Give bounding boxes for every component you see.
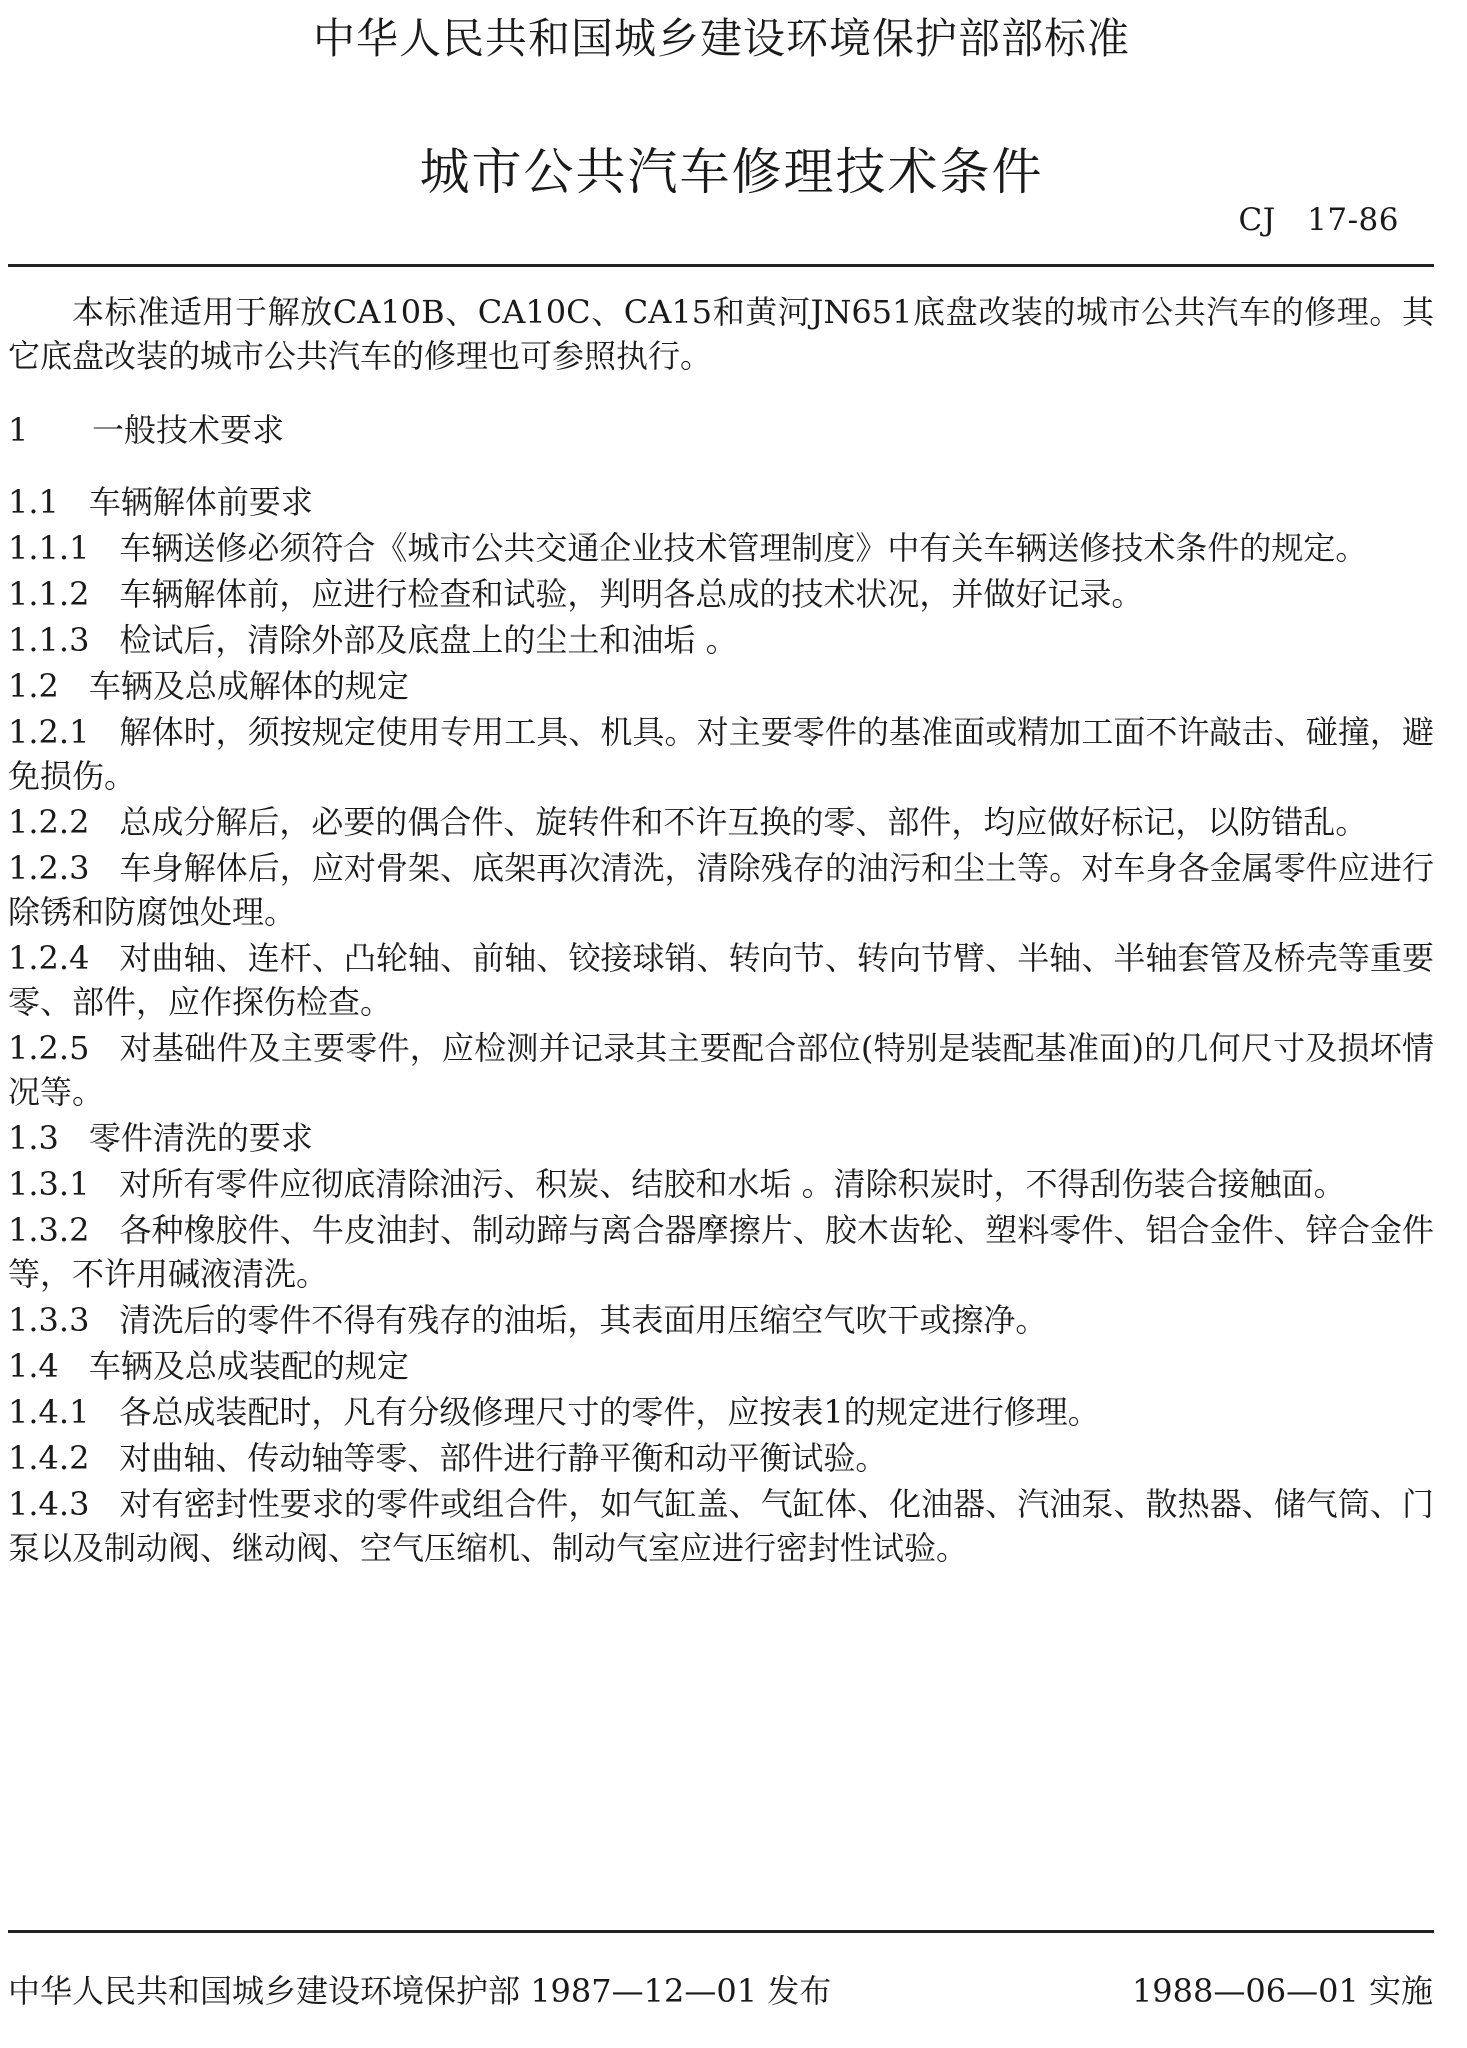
issue-info	[8, 1966, 831, 2012]
clause-number: 1.1.2	[8, 575, 90, 613]
clause-text: 对所有零件应彻底清除油污、积炭、结胶和水垢 。清除积炭时，不得刮伤装合接触面。	[119, 1165, 1346, 1203]
clause-1-2	[8, 664, 1434, 708]
clause-number: 1.3.3	[8, 1301, 90, 1339]
clause-text: 对曲轴、传动轴等零、部件进行静平衡和动平衡试验。	[119, 1439, 888, 1477]
clause-text: 车辆及总成解体的规定	[88, 667, 409, 705]
clause-text: 各总成装配时，凡有分级修理尺寸的零件，应按表1的规定进行修理。	[119, 1393, 1100, 1431]
standard-title: 中华人民共和国城乡建设环境保护部部标准	[312, 14, 1130, 63]
clause-number: 1.2.5	[8, 1029, 90, 1067]
clause-1-4	[8, 1344, 1434, 1388]
clause-number: 1.3.2	[8, 1211, 90, 1249]
clause-text: 零件清洗的要求	[88, 1119, 313, 1157]
clause-1-4-3	[8, 1482, 1434, 1570]
clause-text: 清洗后的零件不得有残存的油垢，其表面用压缩空气吹干或擦净。	[119, 1301, 1048, 1339]
clause-text: 总成分解后，必要的偶合件、旋转件和不许互换的零、部件，均应做好标记，以防错乱。	[119, 803, 1368, 841]
chapter-heading	[8, 408, 1434, 452]
clause-1-4-2	[8, 1436, 1434, 1480]
clause-1-2-1	[8, 710, 1434, 798]
standard-code: CJ 17-86	[1238, 202, 1399, 238]
clause-1-2-5	[8, 1026, 1434, 1114]
document-body	[8, 290, 1434, 1572]
clause-text: 车辆及总成装配的规定	[88, 1347, 409, 1385]
clause-number: 1.2	[8, 667, 59, 705]
clause-number: 1.3.1	[8, 1165, 90, 1203]
clause-number: 1.4.1	[8, 1393, 90, 1431]
clause-text: 对有密封性要求的零件或组合件，如气缸盖、气缸体、化油器、汽油泵、散热器、储气筒、门泵以及制动阀、继动阀、空气压缩机、制动气室应进行密封性试验。	[8, 1485, 1434, 1567]
clause-number: 1.2.4	[8, 939, 90, 977]
issue-date: 1987—12—01	[530, 1972, 758, 2010]
clause-1-3-3	[8, 1298, 1434, 1342]
clause-1-2-4	[8, 936, 1434, 1024]
issue-label: 发布	[767, 1972, 832, 2010]
clause-1-2-3	[8, 846, 1434, 934]
clause-text: 车辆送修必须符合《城市公共交通企业技术管理制度》中有关车辆送修技术条件的规定。	[119, 529, 1368, 567]
clause-1-4-1	[8, 1390, 1434, 1434]
clause-text: 检试后，清除外部及底盘上的尘土和油垢 。	[119, 621, 738, 659]
clause-number: 1.3	[8, 1119, 59, 1157]
effective-date: 1988—06—01	[1131, 1972, 1359, 2010]
clause-number: 1.4.3	[8, 1485, 90, 1523]
effective-info	[1132, 1966, 1433, 2012]
clause-1-2-2	[8, 800, 1434, 844]
clause-text: 车辆解体前，应进行检查和试验，判明各总成的技术状况，并做好记录。	[119, 575, 1144, 613]
header-divider	[8, 264, 1434, 267]
intro-paragraph: 本标准适用于解放CA10B、CA10C、CA15和黄河JN651底盘改装的城市公共汽车的修理。其它底盘改装的城市公共汽车的修理也可参照执行。	[8, 293, 1434, 375]
clause-1-1-2	[8, 572, 1434, 616]
chapter-title: 一般技术要求	[92, 411, 285, 449]
clause-number: 1.2.3	[8, 849, 90, 887]
footer-divider	[8, 1930, 1434, 1933]
chapter-number: 1	[8, 411, 29, 449]
clause-1-1-3	[8, 618, 1434, 662]
clause-number: 1.4	[8, 1347, 59, 1385]
clause-number: 1.2.2	[8, 803, 90, 841]
clause-text: 对曲轴、连杆、凸轮轴、前轴、铰接球销、转向节、转向节臂、半轴、半轴套管及桥壳等重要零、部件，应作探伤检查。	[8, 939, 1434, 1021]
clause-1-1-1	[8, 526, 1434, 570]
clause-1-3-2	[8, 1208, 1434, 1296]
clause-number: 1.1.1	[8, 529, 90, 567]
effective-label: 实施	[1368, 1972, 1433, 2010]
clause-number: 1.2.1	[8, 713, 90, 751]
clause-text: 车身解体后，应对骨架、底架再次清洗，清除残存的油污和尘土等。对车身各金属零件应进行除锈和防腐蚀处理。	[8, 849, 1434, 931]
clause-text: 解体时，须按规定使用专用工具、机具。对主要零件的基准面或精加工面不许敲击、碰撞，避免损伤。	[8, 713, 1434, 795]
clause-1-1	[8, 480, 1434, 524]
clause-text: 各种橡胶件、牛皮油封、制动蹄与离合器摩擦片、胶木齿轮、塑料零件、铝合金件、锌合金件等，不许用碱液清洗。	[8, 1211, 1434, 1293]
clause-number: 1.1	[8, 483, 59, 521]
clause-text: 车辆解体前要求	[88, 483, 313, 521]
clause-1-3-1	[8, 1162, 1434, 1206]
clause-text: 对基础件及主要零件，应检测并记录其主要配合部位(特别是装配基准面)的几何尺寸及损坏情况等。	[8, 1029, 1434, 1111]
issuer: 中华人民共和国城乡建设环境保护部	[8, 1972, 521, 2010]
clause-1-3	[8, 1116, 1434, 1160]
clause-number: 1.1.3	[8, 621, 90, 659]
clause-number: 1.4.2	[8, 1439, 90, 1477]
document-title: 城市公共汽车修理技术条件	[419, 143, 1044, 201]
